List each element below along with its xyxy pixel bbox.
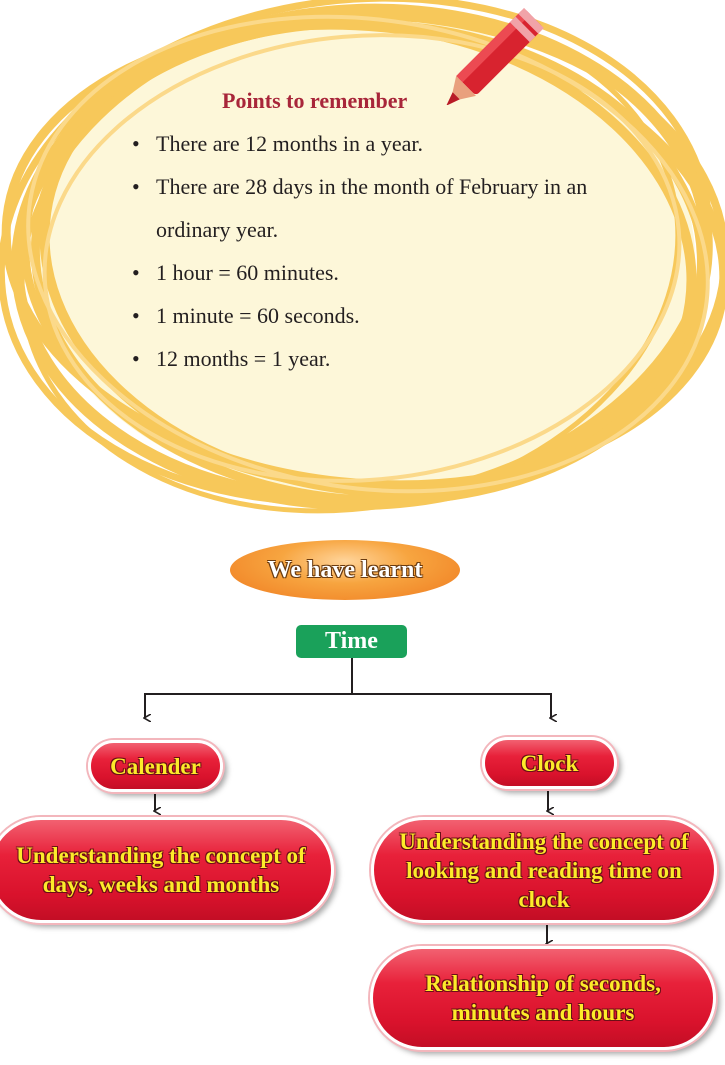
list-item: • 12 months = 1 year. <box>128 337 648 380</box>
calender-concept-text: Understanding the concept of days, weeks and months <box>16 843 306 897</box>
clock-concept-text: Understanding the concept of looking and reading time on clock <box>399 828 689 912</box>
badge-label: We have learnt <box>267 556 423 583</box>
list-item: • There are 12 months in a year. <box>128 122 648 165</box>
we-have-learnt-badge <box>230 540 460 600</box>
list-item: • There are 28 days in the month of February in an ordinary year. <box>128 165 648 251</box>
clock-label: Clock <box>520 750 579 776</box>
calender-concept-node <box>0 817 334 923</box>
calender-node <box>88 740 223 792</box>
time-node <box>296 625 407 658</box>
clock-concept-node <box>371 817 717 923</box>
points-list <box>128 122 648 380</box>
list-item: • 1 hour = 60 minutes. <box>128 251 648 294</box>
points-title: Points to remember <box>222 88 408 113</box>
time-label: Time <box>325 628 378 654</box>
clock-node <box>482 737 617 789</box>
list-item: • 1 minute = 60 seconds. <box>128 294 648 337</box>
relationship-node <box>370 946 716 1050</box>
relationship-text: Relationship of seconds, minutes and hours <box>425 971 661 1025</box>
calender-label: Calender <box>110 753 201 779</box>
crayon-icon <box>440 0 560 105</box>
